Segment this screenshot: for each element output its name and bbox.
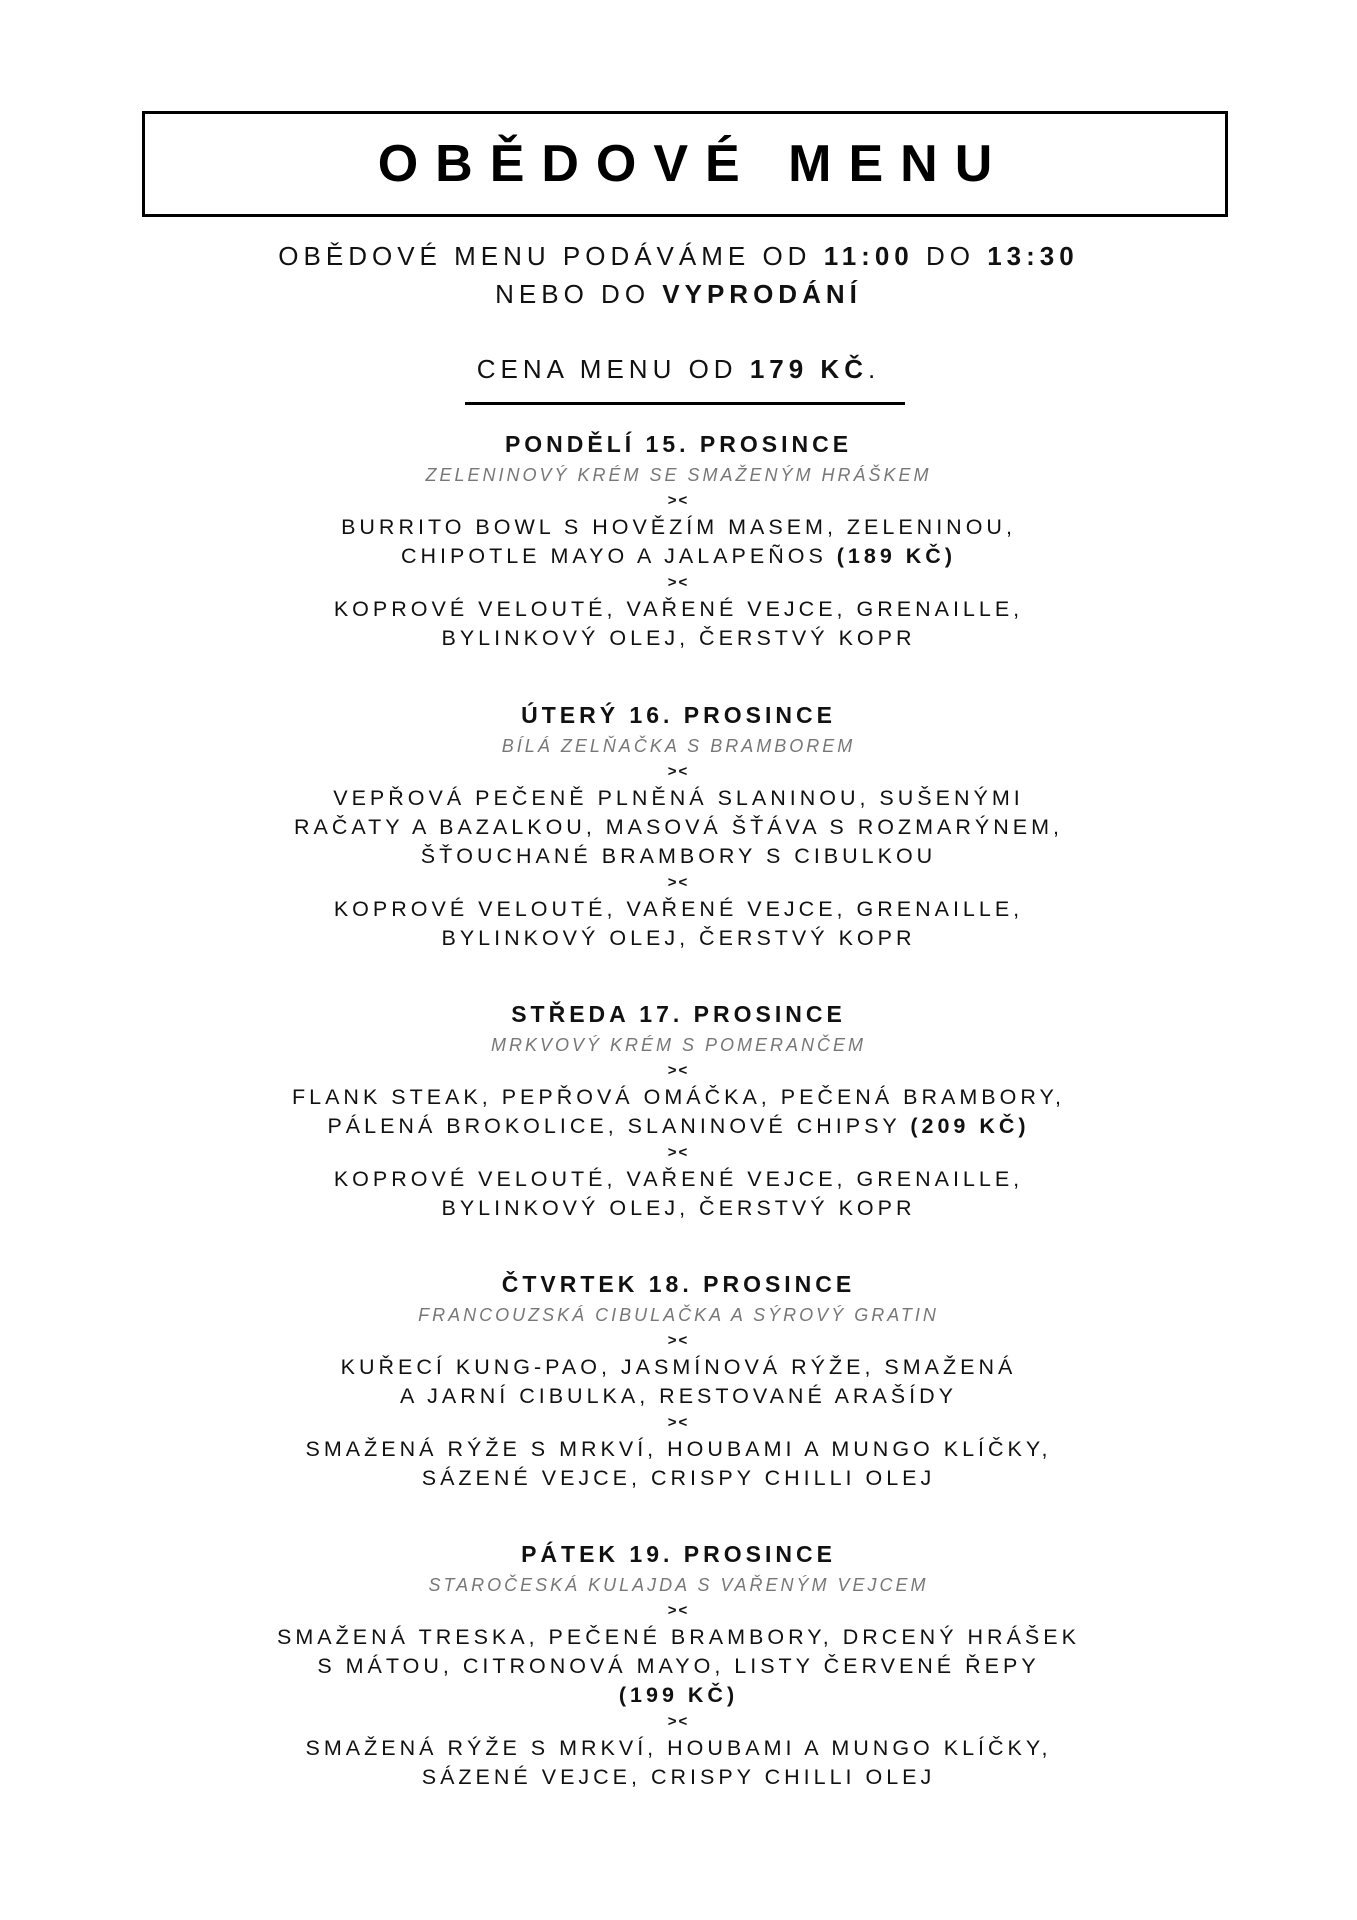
menu-price-amount: 179 KČ [749, 354, 868, 384]
menu-price-suffix: . [867, 354, 881, 384]
separator: >< [667, 1062, 690, 1079]
title-box [142, 111, 1228, 217]
day-title: ÚTERÝ 16. PROSINCE [521, 702, 836, 728]
dish-line: BYLINKOVÝ OLEJ, ČERSTVÝ KOPR [441, 926, 916, 950]
day-title: ČTVRTEK 18. PROSINCE [501, 1271, 856, 1297]
day-title: PONDĚLÍ 15. PROSINCE [504, 431, 853, 457]
day-soup: ZELENINOVÝ KRÉM SE SMAŽENÝM HRÁŠKEM [425, 465, 932, 485]
main-dish-2 [0, 1165, 1357, 1223]
day-soup: BÍLÁ ZELŇAČKA S BRAMBOREM [501, 736, 856, 756]
main-dish-2 [0, 1435, 1357, 1493]
separator: >< [667, 763, 690, 780]
page-title: OBĚDOVÉ MENU [377, 135, 1010, 193]
dish-line: CHIPOTLE MAYO A JALAPEÑOS [401, 544, 837, 568]
main-dish-2 [0, 1734, 1357, 1792]
day-tuesday [0, 699, 1357, 953]
main-dish-2 [0, 595, 1357, 653]
day-soup: STAROČESKÁ KULAJDA S VAŘENÝM VEJCEM [428, 1575, 929, 1595]
day-soup: MRKVOVÝ KRÉM S POMERANČEM [490, 1035, 867, 1055]
day-wednesday [0, 998, 1357, 1223]
main-dish-1 [0, 513, 1357, 571]
day-friday [0, 1538, 1357, 1792]
separator: >< [667, 1144, 690, 1161]
separator: >< [667, 1414, 690, 1431]
dish-line: PÁLENÁ BROKOLICE, SLANINOVÉ CHIPSY [327, 1114, 911, 1138]
time-from: 11:00 [823, 241, 914, 271]
serving-hours-prefix: OBĚDOVÉ MENU PODÁVÁME OD [278, 241, 824, 271]
serving-hours [0, 237, 1357, 313]
separator: >< [667, 492, 690, 509]
dish-line: SMAŽENÁ RÝŽE S MRKVÍ, HOUBAMI A MUNGO KLÍČKY, [305, 1736, 1052, 1760]
dish-line: SÁZENÉ VEJCE, CRISPY CHILLI OLEJ [421, 1765, 936, 1789]
dish-line: SMAŽENÁ RÝŽE S MRKVÍ, HOUBAMI A MUNGO KLÍČKY, [305, 1437, 1052, 1461]
main-dish-1 [0, 1623, 1357, 1710]
dish-line: A JARNÍ CIBULKA, RESTOVANÉ ARAŠÍDY [400, 1384, 957, 1408]
dish-line: ŠŤOUCHANÉ BRAMBORY S CIBULKOU [420, 844, 937, 868]
sold-out-bold: VYPRODÁNÍ [662, 279, 862, 309]
menu-price-prefix: CENA MENU OD [476, 354, 750, 384]
main-dish-2 [0, 895, 1357, 953]
dish-line: FLANK STEAK, PEPŘOVÁ OMÁČKA, PEČENÁ BRAMBORY, [291, 1085, 1065, 1109]
dish-line: KOPROVÉ VELOUTÉ, VAŘENÉ VEJCE, GRENAILLE, [333, 897, 1024, 921]
dish-line: BYLINKOVÝ OLEJ, ČERSTVÝ KOPR [441, 1196, 916, 1220]
serving-hours-mid: DO [913, 241, 988, 271]
serving-hours-line-2 [0, 275, 1357, 313]
day-monday [0, 428, 1357, 653]
main-dish-1 [0, 1083, 1357, 1141]
divider-rule [465, 402, 905, 405]
dish-line: VEPŘOVÁ PEČENĚ PLNĚNÁ SLANINOU, SUŠENÝMI [333, 786, 1024, 810]
day-thursday [0, 1268, 1357, 1493]
dish-line: KOPROVÉ VELOUTÉ, VAŘENÉ VEJCE, GRENAILLE, [333, 1167, 1024, 1191]
dish-line: SÁZENÉ VEJCE, CRISPY CHILLI OLEJ [421, 1466, 936, 1490]
dish-line: S MÁTOU, CITRONOVÁ MAYO, LISTY ČERVENÉ ŘEPY [317, 1654, 1040, 1678]
separator: >< [667, 1713, 690, 1730]
dish-line-with-price [0, 1112, 1357, 1141]
dish-price: (199 KČ) [618, 1683, 739, 1707]
dish-line: BYLINKOVÝ OLEJ, ČERSTVÝ KOPR [441, 626, 916, 650]
day-title: STŘEDA 17. PROSINCE [511, 1001, 846, 1027]
main-dish-1 [0, 784, 1357, 871]
separator: >< [667, 874, 690, 891]
dish-line: SMAŽENÁ TRESKA, PEČENÉ BRAMBORY, DRCENÝ HRÁŠEK [277, 1625, 1080, 1649]
separator: >< [667, 1332, 690, 1349]
main-dish-1 [0, 1353, 1357, 1411]
separator: >< [667, 1602, 690, 1619]
day-soup: FRANCOUZSKÁ CIBULAČKA A SÝROVÝ GRATIN [418, 1305, 939, 1325]
menu-price [0, 350, 1357, 388]
dish-price: (209 KČ) [910, 1114, 1030, 1138]
dish-line: KOPROVÉ VELOUTÉ, VAŘENÉ VEJCE, GRENAILLE, [333, 597, 1024, 621]
time-to: 13:30 [987, 241, 1079, 271]
dish-line-with-price [0, 542, 1357, 571]
sold-out-prefix: NEBO DO [495, 279, 663, 309]
day-title: PÁTEK 19. PROSINCE [521, 1541, 836, 1567]
dish-line: BURRITO BOWL S HOVĚZÍM MASEM, ZELENINOU, [341, 515, 1016, 539]
dish-price: (189 KČ) [836, 544, 956, 568]
separator: >< [667, 574, 690, 591]
dish-line: KUŘECÍ KUNG-PAO, JASMÍNOVÁ RÝŽE, SMAŽENÁ [340, 1355, 1017, 1379]
dish-line: RAČATY A BAZALKOU, MASOVÁ ŠŤÁVA S ROZMARÝNEM, [293, 815, 1063, 839]
serving-hours-line-1 [0, 237, 1357, 275]
